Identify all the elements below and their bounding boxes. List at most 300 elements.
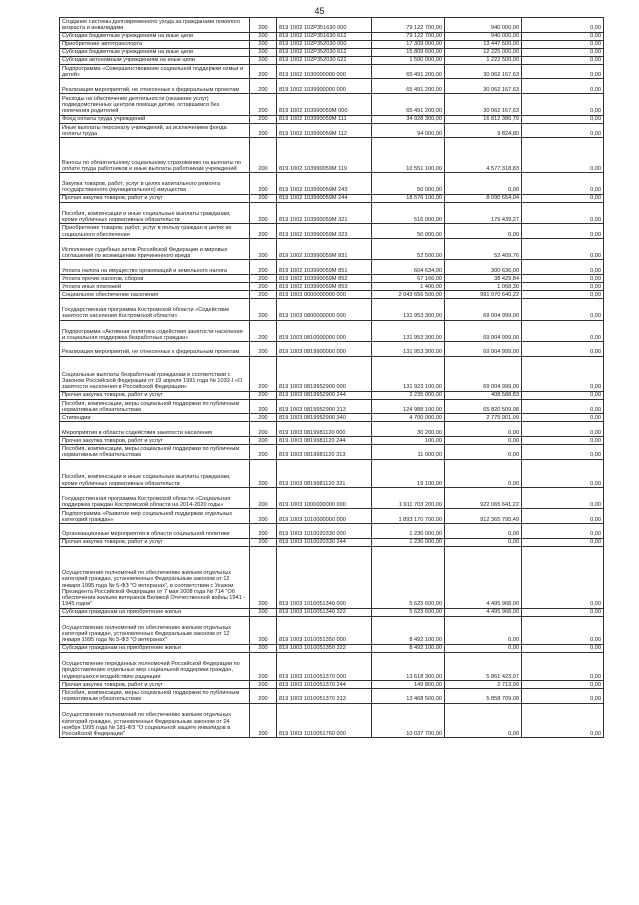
row-approved-amount: 79 122 700,00 [372,18,445,33]
row-approved-amount: 10 551 100,00 [372,138,445,173]
row-approved-amount: 65 491 200,00 [372,64,445,79]
table-row [60,299,604,321]
table-row [60,291,604,299]
row-unexecuted-amount: 0,00 [522,414,604,422]
row-executed-amount: 30 062 167,63 [445,79,522,94]
row-budget-code: 819 1003 1010051350 000 [277,616,372,644]
table-row [60,173,604,195]
row-admin-code: 200 [250,652,277,680]
row-approved-amount: 1 893 170 700,00 [372,509,445,524]
row-unexecuted-amount: 0,00 [522,202,604,224]
table-row [60,48,604,56]
table-row [60,399,604,414]
table-row [60,546,604,608]
row-name: Осуществление полномочий по обеспечению жильем отдельных категорий граждан, установленных Федеральным законом от 12 января 1995 года № 5-ФЗ "О ветеранах" [60,616,250,644]
row-approved-amount: 13 618 300,00 [372,652,445,680]
row-executed-amount: 0,00 [445,703,522,738]
row-unexecuted-amount: 0,00 [522,688,604,703]
row-budget-code: 819 1003 1010020330 000 [277,524,372,539]
row-executed-amount: 65 820 509,08 [445,399,522,414]
row-executed-amount: 0,00 [445,616,522,644]
row-name: Субсидии гражданам на приобретение жилья [60,608,250,616]
row-approved-amount: 50 000,00 [372,224,445,239]
row-budget-code: 819 1003 0819952900 000 [277,356,372,391]
row-approved-amount: 34 928 300,00 [372,115,445,123]
row-budget-code: 819 1003 0819952900 340 [277,414,372,422]
row-name: Пособия, компенсации, меры социальной поддержки по публичным нормативным обязательствам [60,444,250,459]
row-executed-amount: 30 062 167,63 [445,64,522,79]
row-approved-amount: 1 230 000,00 [372,524,445,539]
row-unexecuted-amount: 0,00 [522,56,604,64]
row-admin-code: 200 [250,123,277,138]
row-name: Исполнение судебных актов Российской Федерации и мировых соглашений по возмещению причиненного вреда [60,238,250,260]
row-executed-amount: 69 004 999,00 [445,356,522,391]
budget-table [59,17,604,738]
row-budget-code: 819 1003 0810000000 000 [277,320,372,342]
table-row [60,115,604,123]
row-unexecuted-amount: 0,00 [522,291,604,299]
row-name: Прочая закупка товаров, работ и услуг [60,436,250,444]
row-approved-amount: 18 576 100,00 [372,194,445,202]
row-executed-amount: 0,00 [445,644,522,652]
row-name: Взносы по обязательному социальному страхованию на выплаты по оплате труда работников и иные выплаты работникам учреждений [60,138,250,173]
table-row [60,436,604,444]
table-row [60,703,604,738]
row-admin-code: 200 [250,48,277,56]
table-row [60,342,604,357]
row-executed-amount: 0,00 [445,436,522,444]
row-approved-amount: 67 166,00 [372,275,445,283]
row-approved-amount: 516 000,00 [372,202,445,224]
page-number: 45 [314,6,325,16]
row-budget-code: 819 1003 1010051340 322 [277,608,372,616]
row-admin-code: 200 [250,444,277,459]
table-row [60,79,604,94]
row-name: Государственная программа Костромской области «Социальная поддержка граждан Костромской области на 2014-2020 годы» [60,487,250,509]
row-name: Стипендии [60,414,250,422]
row-executed-amount: 0,00 [445,224,522,239]
row-budget-code: 819 1003 0000000000 000 [277,291,372,299]
row-unexecuted-amount: 0,00 [522,487,604,509]
row-budget-code: 819 1002 1039900000 000 [277,79,372,94]
row-admin-code: 200 [250,399,277,414]
row-name: Социальное обеспечение населения [60,291,250,299]
row-unexecuted-amount: 0,00 [522,194,604,202]
row-unexecuted-amount: 0,00 [522,436,604,444]
row-name: Приобретение автотранспорта [60,40,250,48]
row-admin-code: 200 [250,644,277,652]
row-executed-amount: 69 004 999,00 [445,342,522,357]
row-name: Осуществление переданных полномочий Российской Федерации по предоставлению отдельных мер социальной поддержки граждан, подвергшихся воздействию радиации [60,652,250,680]
table-row [60,40,604,48]
row-unexecuted-amount: 0,00 [522,299,604,321]
row-unexecuted-amount: 0,00 [522,260,604,275]
row-unexecuted-amount: 0,00 [522,546,604,608]
row-unexecuted-amount: 0,00 [522,320,604,342]
row-unexecuted-amount: 0,00 [522,616,604,644]
row-budget-code: 819 1002 103990059M 851 [277,260,372,275]
row-executed-amount: 13 447 500,00 [445,40,522,48]
row-approved-amount: 1 400,00 [372,283,445,291]
row-admin-code: 200 [250,320,277,342]
row-budget-code: 819 1003 1010051340 000 [277,546,372,608]
row-admin-code: 200 [250,40,277,48]
row-approved-amount: 15 809 600,00 [372,48,445,56]
row-unexecuted-amount: 0,00 [522,391,604,399]
row-executed-amount: 69 004 999,00 [445,299,522,321]
row-approved-amount: 79 122 700,00 [372,32,445,40]
row-name: Прочая закупка товаров, работ и услуг [60,391,250,399]
row-unexecuted-amount: 0,00 [522,275,604,283]
row-executed-amount: 408 588,83 [445,391,522,399]
row-name: Государственная программа Костромской области «Содействие занятости населения Костромской области» [60,299,250,321]
table-row [60,459,604,487]
row-budget-code: 819 1002 103990059M 111 [277,115,372,123]
row-unexecuted-amount: 0,00 [522,342,604,357]
row-unexecuted-amount: 0,00 [522,283,604,291]
row-unexecuted-amount: 0,00 [522,18,604,33]
row-admin-code: 200 [250,32,277,40]
row-admin-code: 200 [250,538,277,546]
row-approved-amount: 100,00 [372,436,445,444]
row-name: Фонд оплаты труда учреждений [60,115,250,123]
row-admin-code: 200 [250,459,277,487]
table-row [60,414,604,422]
table-row [60,260,604,275]
row-budget-code: 819 1002 103990059M 323 [277,224,372,239]
row-admin-code: 200 [250,238,277,260]
row-name: Пособия, компенсации, меры социальной поддержки по публичным нормативным обязательствам [60,399,250,414]
row-executed-amount: 2 775 901,09 [445,414,522,422]
row-unexecuted-amount: 0,00 [522,115,604,123]
row-approved-amount: 1 911 703 200,00 [372,487,445,509]
row-approved-amount: 13 468 500,00 [372,688,445,703]
row-budget-code: 819 1003 0819981120 244 [277,436,372,444]
row-admin-code: 200 [250,680,277,688]
row-executed-amount: 922 065 641,22 [445,487,522,509]
row-executed-amount: 30 062 167,63 [445,94,522,116]
row-unexecuted-amount: 0,00 [522,608,604,616]
row-executed-amount: 912 365 795,49 [445,509,522,524]
table-row [60,616,604,644]
row-executed-amount: 0,00 [445,459,522,487]
row-name: Подпрограмма «Развитие мер социальной поддержки отдельных категорий граждан» [60,509,250,524]
row-budget-code: 819 1003 0819952900 244 [277,391,372,399]
row-budget-code: 819 1003 1010051760 000 [277,703,372,738]
row-executed-amount: 991 070 640,22 [445,291,522,299]
row-budget-code: 819 1002 102P352030 622 [277,56,372,64]
row-admin-code: 200 [250,260,277,275]
row-name: Уплата налога на имущество организаций и земельного налога [60,260,250,275]
row-unexecuted-amount: 0,00 [522,459,604,487]
row-approved-amount: 17 309 000,00 [372,40,445,48]
row-executed-amount: 0,00 [445,422,522,437]
row-approved-amount: 10 037 700,00 [372,703,445,738]
row-name: Реализация мероприятий, не отнесенных к федеральным проектам [60,342,250,357]
row-budget-code: 819 1002 103990059M 119 [277,138,372,173]
row-approved-amount: 131 953 300,00 [372,342,445,357]
row-budget-code: 819 1003 1000000000 000 [277,487,372,509]
row-approved-amount: 124 988 100,00 [372,399,445,414]
row-executed-amount: 2 713,99 [445,680,522,688]
row-budget-code: 819 1003 1010020330 244 [277,538,372,546]
row-budget-code: 819 1002 103990059M 852 [277,275,372,283]
row-name: Закупка товаров, работ, услуг в целях капитального ремонта государственного (муниципального) имущества [60,173,250,195]
row-budget-code: 819 1002 103990059M 112 [277,123,372,138]
row-unexecuted-amount: 0,00 [522,644,604,652]
table-row [60,444,604,459]
row-name: Прочая закупка товаров, работ и услуг [60,538,250,546]
row-admin-code: 200 [250,291,277,299]
table-row [60,680,604,688]
row-executed-amount: 1 222 500,00 [445,56,522,64]
row-approved-amount: 604 634,00 [372,260,445,275]
table-row [60,608,604,616]
row-executed-amount: 1 068,30 [445,283,522,291]
row-executed-amount: 38 429,84 [445,275,522,283]
table-row [60,202,604,224]
table-row [60,283,604,291]
row-budget-code: 819 1003 0819900000 000 [277,342,372,357]
row-unexecuted-amount: 0,00 [522,524,604,539]
row-name: Приобретение товаров, работ, услуг в пользу граждан в целях их социального обеспечения [60,224,250,239]
row-admin-code: 200 [250,524,277,539]
row-executed-amount: 52 409,76 [445,238,522,260]
table-row [60,391,604,399]
row-unexecuted-amount: 0,00 [522,138,604,173]
row-executed-amount: 0,00 [445,538,522,546]
row-name: Иные выплаты персоналу учреждений, за исключением фонда оплаты труда [60,123,250,138]
row-admin-code: 200 [250,64,277,79]
row-budget-code: 819 1002 103990059M 321 [277,202,372,224]
row-executed-amount: 12 225 000,00 [445,48,522,56]
row-name: Осуществление полномочий по обеспечению жильем отдельных категорий граждан, установленных Федеральным законом от 12 января 1995 года № 5-ФЗ "О ветеранах", в соответствии с Указом Президента Российской Федерации от 7 мая 2008 года № 714 "Об обеспечении жильем ветеранов Великой Отечественной войны 1941 - 1945 годов" [60,546,250,608]
row-unexecuted-amount: 0,00 [522,238,604,260]
row-approved-amount: 52 500,00 [372,238,445,260]
row-budget-code: 819 1003 0819981120 313 [277,444,372,459]
row-admin-code: 200 [250,283,277,291]
row-budget-code: 819 1003 1010051370 000 [277,652,372,680]
row-unexecuted-amount: 0,00 [522,652,604,680]
row-executed-amount: 940 000,00 [445,32,522,40]
row-unexecuted-amount: 0,00 [522,538,604,546]
row-executed-amount: 300 636,00 [445,260,522,275]
table-row [60,56,604,64]
row-admin-code: 200 [250,194,277,202]
row-executed-amount: 4 577 318,83 [445,138,522,173]
row-executed-amount: 940 000,00 [445,18,522,33]
row-budget-code: 819 1003 0819952900 313 [277,399,372,414]
row-unexecuted-amount: 0,00 [522,40,604,48]
table-row [60,64,604,79]
row-unexecuted-amount: 0,00 [522,79,604,94]
row-admin-code: 200 [250,546,277,608]
row-approved-amount: 2 043 656 500,00 [372,291,445,299]
table-row [60,194,604,202]
row-unexecuted-amount: 0,00 [522,680,604,688]
row-budget-code: 819 1002 1030000000 000 [277,64,372,79]
row-admin-code: 200 [250,616,277,644]
row-approved-amount: 65 491 200,00 [372,94,445,116]
row-name: Прочая закупка товаров, работ и услуг [60,194,250,202]
row-approved-amount: 8 492 100,00 [372,616,445,644]
row-unexecuted-amount: 0,00 [522,444,604,459]
row-budget-code: 819 1003 0819981120 321 [277,459,372,487]
row-admin-code: 200 [250,509,277,524]
row-unexecuted-amount: 0,00 [522,64,604,79]
row-budget-code: 819 1002 102P352030 000 [277,40,372,48]
row-name: Субсидии бюджетным учреждениям на иные цели [60,48,250,56]
row-admin-code: 200 [250,391,277,399]
row-budget-code: 819 1002 103990059M 244 [277,194,372,202]
row-executed-amount: 4 495 968,00 [445,608,522,616]
row-admin-code: 200 [250,138,277,173]
row-approved-amount: 19 100,00 [372,459,445,487]
row-approved-amount: 131 953 300,00 [372,299,445,321]
row-name: Подпрограмма «Активная политика содействия занятости населения и социальная поддержка безработных граждан» [60,320,250,342]
row-admin-code: 200 [250,115,277,123]
row-approved-amount: 30 200,00 [372,422,445,437]
row-admin-code: 200 [250,18,277,33]
row-name: Мероприятия в области содействия занятости населения [60,422,250,437]
row-admin-code: 200 [250,608,277,616]
row-approved-amount: 1 230 000,00 [372,538,445,546]
row-admin-code: 200 [250,79,277,94]
row-approved-amount: 2 235 000,00 [372,391,445,399]
row-admin-code: 200 [250,342,277,357]
row-executed-amount: 16 812 386,79 [445,115,522,123]
row-budget-code: 819 1003 1010000000 000 [277,509,372,524]
row-admin-code: 200 [250,414,277,422]
row-admin-code: 200 [250,224,277,239]
row-executed-amount: 69 004 999,00 [445,320,522,342]
table-row [60,509,604,524]
table-row [60,524,604,539]
table-row [60,487,604,509]
table-row [60,538,604,546]
row-executed-amount: 0,00 [445,173,522,195]
row-executed-amount: 4 495 968,00 [445,546,522,608]
row-budget-code: 819 1003 1010051370 244 [277,680,372,688]
row-executed-amount: 0,00 [445,524,522,539]
row-unexecuted-amount: 0,00 [522,32,604,40]
row-unexecuted-amount: 0,00 [522,48,604,56]
row-executed-amount: 9 824,80 [445,123,522,138]
row-executed-amount: 5 861 423,07 [445,652,522,680]
row-budget-code: 819 1002 103990059M 853 [277,283,372,291]
row-admin-code: 200 [250,436,277,444]
row-executed-amount: 5 858 709,08 [445,688,522,703]
budget-table-body [60,18,604,738]
row-approved-amount: 50 000,00 [372,173,445,195]
row-name: Пособия, компенсации и иные социальные выплаты гражданам, кроме публичных нормативных обязательств [60,202,250,224]
row-name: Субсидии автономным учреждениям на иные цели [60,56,250,64]
row-approved-amount: 94 000,00 [372,123,445,138]
table-row [60,320,604,342]
row-name: Создание системы долговременного ухода за гражданами пожилого возраста и инвалидами [60,18,250,33]
table-row [60,138,604,173]
row-approved-amount: 149 800,00 [372,680,445,688]
row-budget-code: 819 1003 1010051370 313 [277,688,372,703]
row-budget-code: 819 1002 103990059M 000 [277,94,372,116]
row-approved-amount: 1 500 000,00 [372,56,445,64]
row-approved-amount: 8 492 100,00 [372,644,445,652]
row-unexecuted-amount: 0,00 [522,399,604,414]
row-approved-amount: 131 953 300,00 [372,320,445,342]
row-executed-amount: 0,00 [445,444,522,459]
row-name: Уплата прочих налогов, сборов [60,275,250,283]
table-row [60,238,604,260]
row-name: Организационные мероприятия в области социальной политики [60,524,250,539]
row-name: Пособия, компенсации и иные социальные выплаты гражданам, кроме публичных нормативных обязательств [60,459,250,487]
row-budget-code: 819 1002 102P351630 612 [277,32,372,40]
row-unexecuted-amount: 0,00 [522,123,604,138]
row-name: Расходы на обеспечение деятельности (оказание услуг) подведомственных центров помощи детям, оставшимся без попечения родителей [60,94,250,116]
row-name: Прочая закупка товаров, работ и услуг [60,680,250,688]
row-approved-amount: 131 923 100,00 [372,356,445,391]
row-admin-code: 200 [250,688,277,703]
row-name: Осуществление полномочий по обеспечению жильем отдельных категорий граждан, установленных Федеральным законом от 24 ноября 1995 года № 181-ФЗ "О социальной защите инвалидов в Российской Федерации" [60,703,250,738]
row-budget-code: 819 1002 102P352030 612 [277,48,372,56]
row-admin-code: 200 [250,94,277,116]
table-row [60,652,604,680]
table-row [60,688,604,703]
row-name: Субсидии бюджетным учреждениям на иные цели [60,32,250,40]
row-approved-amount: 4 700 000,00 [372,414,445,422]
table-row [60,275,604,283]
row-admin-code: 200 [250,275,277,283]
row-approved-amount: 5 623 600,00 [372,546,445,608]
row-name: Уплата иных платежей [60,283,250,291]
row-executed-amount: 179 439,27 [445,202,522,224]
row-admin-code: 200 [250,422,277,437]
row-executed-amount: 8 090 654,04 [445,194,522,202]
row-unexecuted-amount: 0,00 [522,173,604,195]
row-admin-code: 200 [250,703,277,738]
row-unexecuted-amount: 0,00 [522,224,604,239]
row-budget-code: 819 1003 0800000000 000 [277,299,372,321]
table-row [60,644,604,652]
table-row [60,32,604,40]
row-unexecuted-amount: 0,00 [522,509,604,524]
row-approved-amount: 11 000,00 [372,444,445,459]
table-row [60,94,604,116]
row-admin-code: 200 [250,299,277,321]
row-admin-code: 200 [250,202,277,224]
table-row [60,123,604,138]
row-unexecuted-amount: 0,00 [522,422,604,437]
row-name: Пособия, компенсации, меры социальной поддержки по публичным нормативным обязательствам [60,688,250,703]
row-budget-code: 819 1002 103990059M 831 [277,238,372,260]
row-approved-amount: 65 491 200,00 [372,79,445,94]
row-admin-code: 200 [250,173,277,195]
row-unexecuted-amount: 0,00 [522,356,604,391]
row-unexecuted-amount: 0,00 [522,94,604,116]
row-admin-code: 200 [250,56,277,64]
table-row [60,18,604,33]
table-row [60,224,604,239]
row-budget-code: 819 1003 0819981120 000 [277,422,372,437]
row-name: Подпрограмма «Совершенствование социальной поддержки семьи и детей» [60,64,250,79]
row-admin-code: 200 [250,356,277,391]
row-budget-code: 819 1002 102P351630 000 [277,18,372,33]
table-row [60,356,604,391]
row-approved-amount: 5 623 600,00 [372,608,445,616]
table-row [60,422,604,437]
row-name: Социальные выплаты безработным гражданам в соответствии с Законом Российской Федерации от 19 апреля 1991 года № 1032-I «О занятости населения в Российской Федерации» [60,356,250,391]
row-budget-code: 819 1003 1010051350 322 [277,644,372,652]
row-name: Реализация мероприятий, не отнесенных к федеральным проектам [60,79,250,94]
